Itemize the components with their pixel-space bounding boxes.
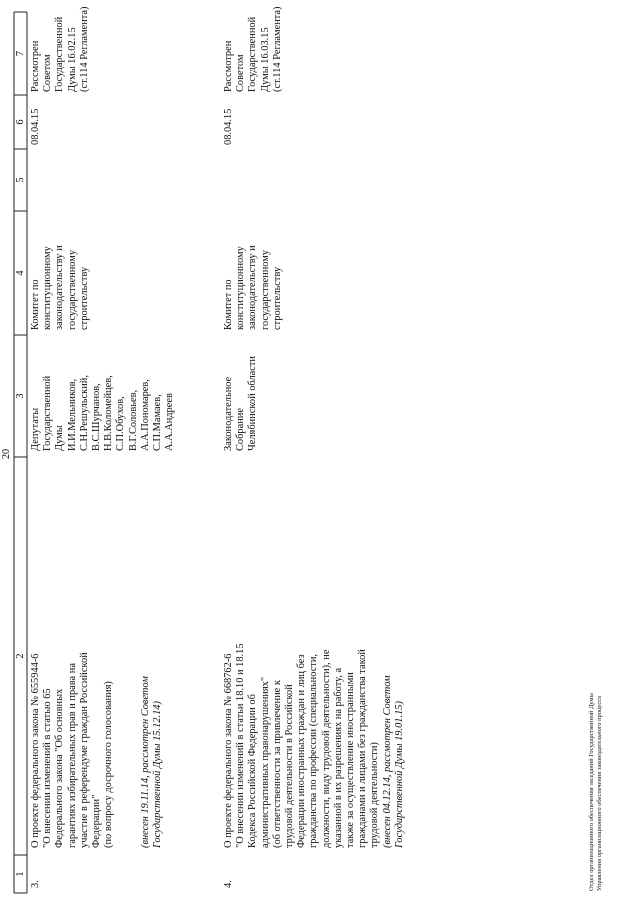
col-number-1: 1 (15, 871, 26, 877)
footer-line-2: Управления организационного обеспечения законодательного процесса (596, 696, 603, 891)
row-number: 3. (30, 880, 41, 888)
col-number-2: 2 (15, 653, 26, 659)
initiator: Депутаты Государственной Думы И.И.Мельников, С.Н.Решульский, В.С.Шурчанов, Н.В.Коломейцев, С.П.Обухов, В.Г.Соловьев, А.А.Пономарев, С.П.Мамаев, А.А.Андреев (30, 375, 176, 451)
committee: Комитет по конституционному законодательству и государственному строительству (30, 245, 90, 330)
col-number-6: 6 (15, 119, 26, 125)
bill-title: О проекте федерального закона № 655944-6 "О внесении изменений в статью 65 Федерального закона "Об основных гарантиях избирательных прав и права на участие в референдуме граждан Российской Федерации" (по вопросу досрочного голосования) (30, 652, 115, 848)
date: 08.04.15 (30, 108, 41, 145)
row-number: 4. (223, 880, 234, 888)
status: Рассмотрен Советом Государственной Думы 16.03.15 (ст.114 Регламента) (223, 6, 283, 92)
col-number-3: 3 (15, 393, 26, 399)
col-number-7: 7 (15, 50, 26, 57)
committee: Комитет по конституционному законодательству и государственному строительству (223, 245, 283, 330)
status: Рассмотрен Советом Государственной Думы 16.02.15 (ст.114 Регламента) (30, 6, 90, 92)
bill-title: О проекте федерального закона № 668762-6 "О внесении изменений в статьи 18.10 и 18.15 Кодекса Российской Федерации об административных правонарушениях" (об ответственности за привлечение к трудовой деятельности в Российской Федерации иностранных граждан и лиц без гражданства по профессии (специальности, должности, виду трудовой деятельности), не указанной в их разрешениях на работу, а также за осуществление иностранными гражданами и лицами без гражданства такой трудовой деятельности) (223, 643, 381, 848)
col-number-5: 5 (15, 177, 26, 183)
bill-note: (внесен 19.11.14, рассмотрен Советом Государственной Думы 15.12.14) (140, 676, 164, 848)
date: 08.04.15 (223, 108, 234, 145)
footer (588, 491, 604, 891)
footer-line-1: Отдел организационного обеспечения заседаний Государственной Думы (588, 693, 595, 891)
bill-note: (внесен 04.12.14, рассмотрен Советом Государственной Думы 19.01.15) (382, 675, 406, 848)
page-number: 20 (1, 449, 12, 459)
initiator: Законодательное Собрание Челябинской области (223, 356, 259, 451)
col-number-4: 4 (15, 270, 26, 276)
